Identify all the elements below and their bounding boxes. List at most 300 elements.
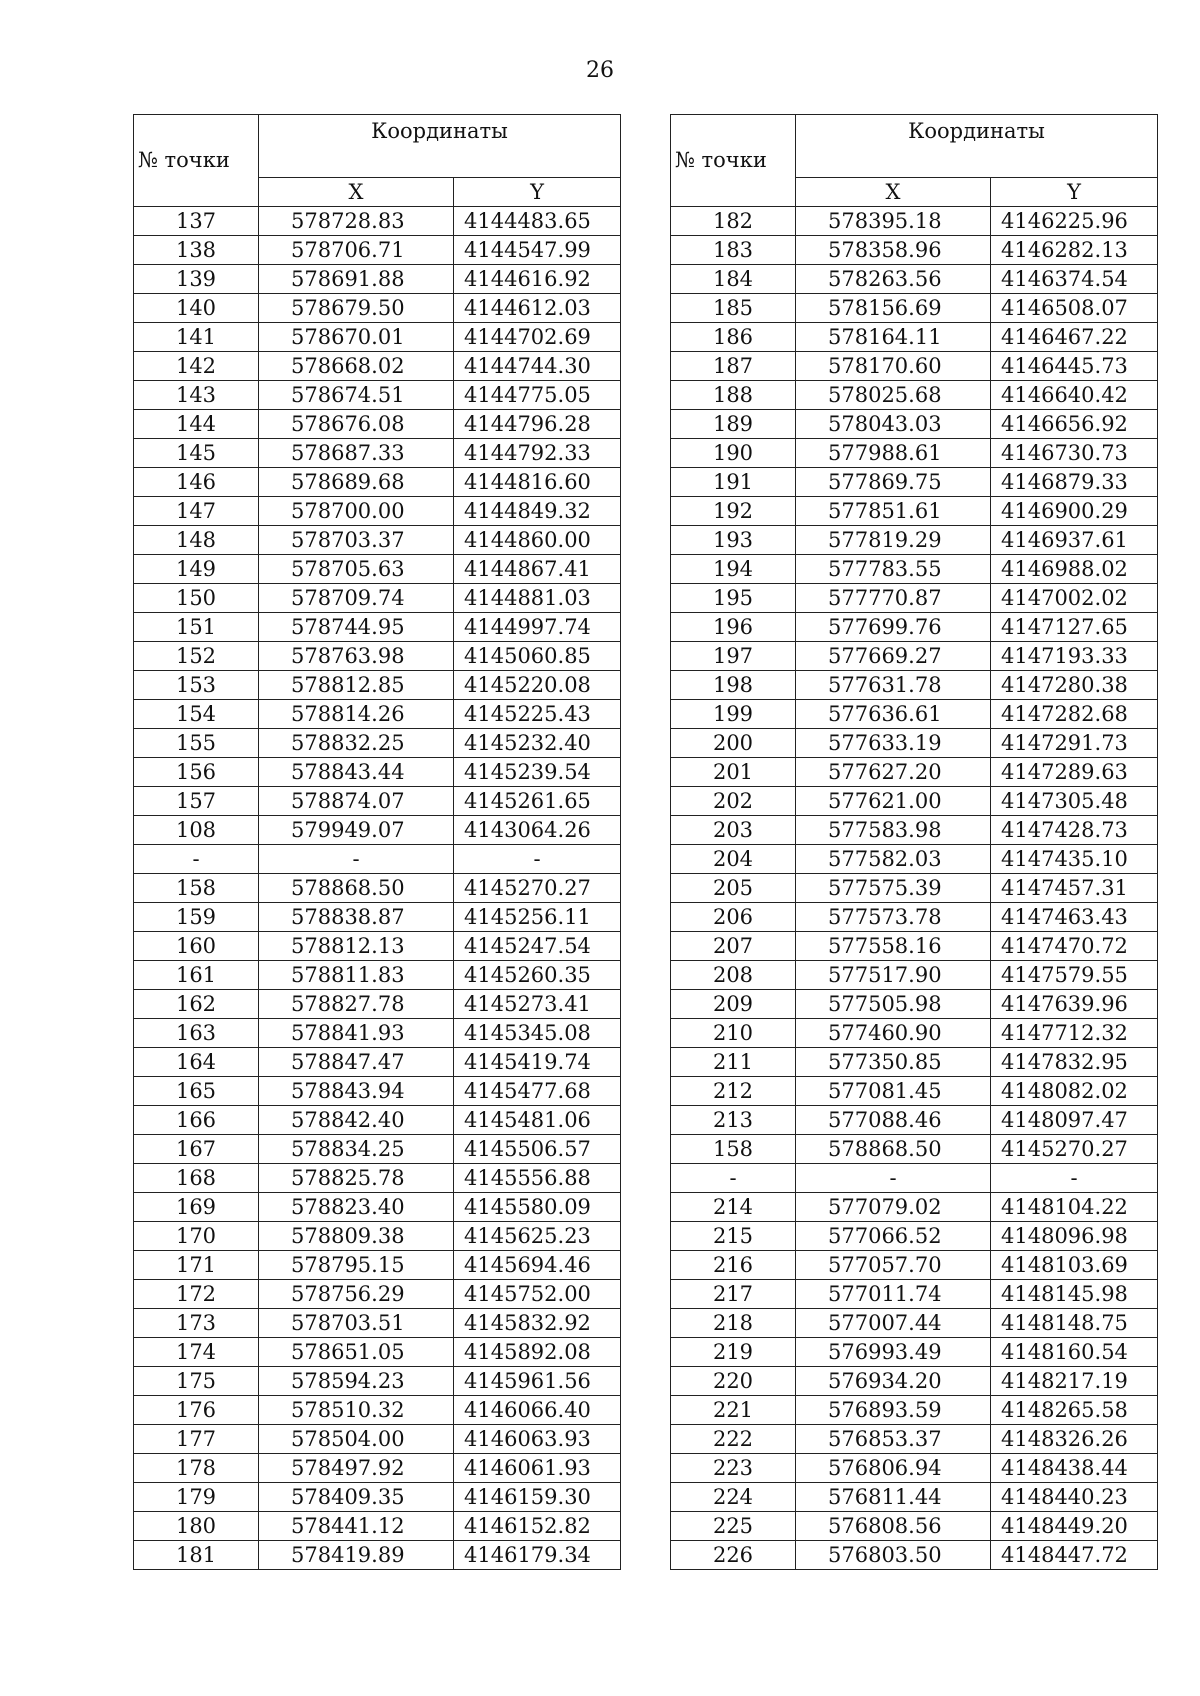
x-coordinate-cell: 578812.13 — [259, 932, 454, 961]
table-row — [134, 1367, 621, 1396]
table-row — [134, 1512, 621, 1541]
point-number-cell: 146 — [134, 468, 259, 497]
point-number-cell: 171 — [134, 1251, 259, 1280]
table-row — [671, 1222, 1158, 1251]
y-coordinate-cell: 4146066.40 — [454, 1396, 621, 1425]
table-row — [671, 584, 1158, 613]
point-number-cell: 141 — [134, 323, 259, 352]
y-coordinate-cell: 4147639.96 — [991, 990, 1158, 1019]
table-row — [134, 265, 621, 294]
y-coordinate-cell: 4146061.93 — [454, 1454, 621, 1483]
point-number-cell: 212 — [671, 1077, 796, 1106]
y-coordinate-cell: 4147305.48 — [991, 787, 1158, 816]
table-row — [134, 555, 621, 584]
x-coordinate-cell: 576811.44 — [796, 1483, 991, 1512]
table-row — [134, 874, 621, 903]
table-row — [671, 1454, 1158, 1483]
table-row — [134, 1193, 621, 1222]
x-coordinate-cell: - — [796, 1164, 991, 1193]
x-coordinate-cell: 577460.90 — [796, 1019, 991, 1048]
table-row — [134, 1541, 621, 1570]
table-row — [671, 1135, 1158, 1164]
point-number-cell: 216 — [671, 1251, 796, 1280]
x-coordinate-cell: 578814.26 — [259, 700, 454, 729]
x-coordinate-cell: 577066.52 — [796, 1222, 991, 1251]
y-coordinate-cell: 4144867.41 — [454, 555, 621, 584]
point-number-cell: 148 — [134, 526, 259, 555]
y-coordinate-cell: 4148160.54 — [991, 1338, 1158, 1367]
y-coordinate-cell: 4144881.03 — [454, 584, 621, 613]
point-number-cell: 154 — [134, 700, 259, 729]
x-coordinate-cell: 578679.50 — [259, 294, 454, 323]
x-coordinate-cell: 578670.01 — [259, 323, 454, 352]
x-coordinate-cell: 577988.61 — [796, 439, 991, 468]
x-coordinate-cell: 578691.88 — [259, 265, 454, 294]
table-row — [671, 381, 1158, 410]
x-coordinate-cell: 578756.29 — [259, 1280, 454, 1309]
y-coordinate-cell: 4145481.06 — [454, 1106, 621, 1135]
table-row — [134, 1309, 621, 1338]
table-row — [134, 642, 621, 671]
table-row — [671, 1164, 1158, 1193]
table-row — [671, 1077, 1158, 1106]
table-row — [134, 497, 621, 526]
y-coordinate-cell: 4145225.43 — [454, 700, 621, 729]
x-coordinate-cell: 578263.56 — [796, 265, 991, 294]
point-number-cell: 201 — [671, 758, 796, 787]
y-coordinate-cell: 4148217.19 — [991, 1367, 1158, 1396]
x-coordinate-cell: 577079.02 — [796, 1193, 991, 1222]
table-row — [134, 294, 621, 323]
point-number-cell: 200 — [671, 729, 796, 758]
point-number-cell: 160 — [134, 932, 259, 961]
point-number-cell: 195 — [671, 584, 796, 613]
y-coordinate-cell: 4148104.22 — [991, 1193, 1158, 1222]
y-coordinate-cell: 4147428.73 — [991, 816, 1158, 845]
point-number-cell: 188 — [671, 381, 796, 410]
x-coordinate-cell: 577350.85 — [796, 1048, 991, 1077]
point-number-cell: 168 — [134, 1164, 259, 1193]
point-number-cell: 208 — [671, 961, 796, 990]
x-coordinate-cell: 577582.03 — [796, 845, 991, 874]
table-row — [134, 410, 621, 439]
y-coordinate-cell: 4147470.72 — [991, 932, 1158, 961]
x-coordinate-cell: 578703.51 — [259, 1309, 454, 1338]
y-coordinate-cell: 4146640.42 — [991, 381, 1158, 410]
table-row — [671, 1396, 1158, 1425]
table-row — [671, 410, 1158, 439]
y-coordinate-cell: 4147282.68 — [991, 700, 1158, 729]
y-coordinate-cell: 4145752.00 — [454, 1280, 621, 1309]
table-row — [671, 845, 1158, 874]
x-coordinate-cell: 577517.90 — [796, 961, 991, 990]
x-coordinate-cell: 578441.12 — [259, 1512, 454, 1541]
point-number-cell: 186 — [671, 323, 796, 352]
y-coordinate-cell: 4146467.22 — [991, 323, 1158, 352]
point-number-cell: 174 — [134, 1338, 259, 1367]
point-number-cell: 222 — [671, 1425, 796, 1454]
x-coordinate-cell: 577583.98 — [796, 816, 991, 845]
y-coordinate-cell: 4144547.99 — [454, 236, 621, 265]
x-coordinate-cell: 578395.18 — [796, 207, 991, 236]
x-coordinate-cell: - — [259, 845, 454, 874]
table-row — [134, 700, 621, 729]
point-number-cell: 163 — [134, 1019, 259, 1048]
table-row — [671, 1251, 1158, 1280]
y-coordinate-cell: 4144860.00 — [454, 526, 621, 555]
y-coordinate-cell: 4148440.23 — [991, 1483, 1158, 1512]
y-coordinate-cell: 4148145.98 — [991, 1280, 1158, 1309]
y-coordinate-cell: 4146152.82 — [454, 1512, 621, 1541]
x-coordinate-cell: 578827.78 — [259, 990, 454, 1019]
x-coordinate-cell: 578164.11 — [796, 323, 991, 352]
point-number-header: № точки — [671, 115, 796, 207]
table-row — [134, 1454, 621, 1483]
coordinates-table-left — [133, 114, 621, 1570]
y-coordinate-cell: 4145260.35 — [454, 961, 621, 990]
point-number-cell: 204 — [671, 845, 796, 874]
y-coordinate-cell: 4144849.32 — [454, 497, 621, 526]
table-row — [134, 845, 621, 874]
y-coordinate-cell: 4144816.60 — [454, 468, 621, 497]
point-number-cell: 187 — [671, 352, 796, 381]
point-number-cell: - — [671, 1164, 796, 1193]
y-coordinate-cell: 4144612.03 — [454, 294, 621, 323]
point-number-cell: 169 — [134, 1193, 259, 1222]
x-coordinate-cell: 578510.32 — [259, 1396, 454, 1425]
x-coordinate-cell: 579949.07 — [259, 816, 454, 845]
point-number-cell: 138 — [134, 236, 259, 265]
y-coordinate-cell: 4146159.30 — [454, 1483, 621, 1512]
x-coordinate-cell: 578594.23 — [259, 1367, 454, 1396]
point-number-cell: 177 — [134, 1425, 259, 1454]
point-number-cell: 158 — [134, 874, 259, 903]
x-coordinate-cell: 578843.44 — [259, 758, 454, 787]
y-coordinate-cell: 4144702.69 — [454, 323, 621, 352]
table-row — [671, 816, 1158, 845]
point-number-cell: 151 — [134, 613, 259, 642]
table-row — [134, 787, 621, 816]
table-row — [134, 1135, 621, 1164]
y-coordinate-cell: 4147291.73 — [991, 729, 1158, 758]
table-row — [671, 1193, 1158, 1222]
x-coordinate-cell: 578812.85 — [259, 671, 454, 700]
table-row — [671, 207, 1158, 236]
page-number: 26 — [586, 58, 614, 83]
x-coordinate-cell: 578825.78 — [259, 1164, 454, 1193]
y-column-header: Y — [454, 178, 621, 207]
point-number-cell: 189 — [671, 410, 796, 439]
table-row — [671, 729, 1158, 758]
point-number-cell: 145 — [134, 439, 259, 468]
point-number-cell: 215 — [671, 1222, 796, 1251]
x-coordinate-cell: 578668.02 — [259, 352, 454, 381]
point-number-cell: 183 — [671, 236, 796, 265]
y-coordinate-cell: 4147127.65 — [991, 613, 1158, 642]
point-number-cell: 184 — [671, 265, 796, 294]
y-coordinate-cell: 4145556.88 — [454, 1164, 621, 1193]
y-coordinate-cell: 4147002.02 — [991, 584, 1158, 613]
y-coordinate-cell: 4148103.69 — [991, 1251, 1158, 1280]
point-number-cell: 180 — [134, 1512, 259, 1541]
y-coordinate-cell: 4148449.20 — [991, 1512, 1158, 1541]
point-number-cell: 226 — [671, 1541, 796, 1570]
point-number-cell: 194 — [671, 555, 796, 584]
table-row — [671, 874, 1158, 903]
point-number-cell: 139 — [134, 265, 259, 294]
point-number-cell: 176 — [134, 1396, 259, 1425]
y-coordinate-cell: 4145961.56 — [454, 1367, 621, 1396]
x-coordinate-cell: 578706.71 — [259, 236, 454, 265]
point-number-cell: 199 — [671, 700, 796, 729]
y-coordinate-cell: 4145060.85 — [454, 642, 621, 671]
point-number-cell: 223 — [671, 1454, 796, 1483]
coordinates-table-right — [670, 114, 1158, 1570]
point-number-cell: 190 — [671, 439, 796, 468]
table-row — [134, 729, 621, 758]
y-coordinate-cell: 4146508.07 — [991, 294, 1158, 323]
x-coordinate-cell: 577558.16 — [796, 932, 991, 961]
y-coordinate-cell: 4145261.65 — [454, 787, 621, 816]
point-number-cell: 162 — [134, 990, 259, 1019]
table-row — [671, 1048, 1158, 1077]
table-row — [671, 526, 1158, 555]
table-row — [134, 207, 621, 236]
y-coordinate-cell: 4145345.08 — [454, 1019, 621, 1048]
y-coordinate-cell: 4145892.08 — [454, 1338, 621, 1367]
y-coordinate-cell: 4144616.92 — [454, 265, 621, 294]
table-row — [671, 265, 1158, 294]
table-row — [134, 526, 621, 555]
x-coordinate-cell: 576993.49 — [796, 1338, 991, 1367]
table-row — [134, 1019, 621, 1048]
point-number-cell: 206 — [671, 903, 796, 932]
x-coordinate-cell: 576853.37 — [796, 1425, 991, 1454]
y-coordinate-cell: 4147463.43 — [991, 903, 1158, 932]
x-coordinate-cell: 578687.33 — [259, 439, 454, 468]
point-number-cell: 182 — [671, 207, 796, 236]
x-coordinate-cell: 576806.94 — [796, 1454, 991, 1483]
point-number-cell: 217 — [671, 1280, 796, 1309]
y-coordinate-cell: 4145419.74 — [454, 1048, 621, 1077]
x-coordinate-cell: 577088.46 — [796, 1106, 991, 1135]
x-coordinate-cell: 578043.03 — [796, 410, 991, 439]
x-coordinate-cell: 576803.50 — [796, 1541, 991, 1570]
x-coordinate-cell: 578703.37 — [259, 526, 454, 555]
table-row — [671, 439, 1158, 468]
x-coordinate-cell: 578170.60 — [796, 352, 991, 381]
y-coordinate-cell: 4144744.30 — [454, 352, 621, 381]
point-number-cell: 198 — [671, 671, 796, 700]
x-coordinate-cell: 578823.40 — [259, 1193, 454, 1222]
point-number-cell: 108 — [134, 816, 259, 845]
x-coordinate-cell: 578874.07 — [259, 787, 454, 816]
y-coordinate-cell: 4145270.27 — [454, 874, 621, 903]
table-row — [134, 932, 621, 961]
table-row — [134, 1425, 621, 1454]
x-coordinate-cell: 578841.93 — [259, 1019, 454, 1048]
point-number-cell: 142 — [134, 352, 259, 381]
x-coordinate-cell: 578868.50 — [796, 1135, 991, 1164]
point-number-cell: 156 — [134, 758, 259, 787]
table-row — [134, 1048, 621, 1077]
table-row — [671, 1541, 1158, 1570]
point-number-cell: 143 — [134, 381, 259, 410]
x-coordinate-cell: 578358.96 — [796, 236, 991, 265]
table-row — [671, 1425, 1158, 1454]
point-number-cell: 224 — [671, 1483, 796, 1512]
point-number-cell: 203 — [671, 816, 796, 845]
y-coordinate-cell: 4146374.54 — [991, 265, 1158, 294]
x-coordinate-cell: 576934.20 — [796, 1367, 991, 1396]
table-row — [134, 1396, 621, 1425]
table-row — [134, 1483, 621, 1512]
x-coordinate-cell: 578838.87 — [259, 903, 454, 932]
x-coordinate-cell: 578811.83 — [259, 961, 454, 990]
y-coordinate-cell: 4147712.32 — [991, 1019, 1158, 1048]
y-coordinate-cell: 4144796.28 — [454, 410, 621, 439]
table-row — [134, 1106, 621, 1135]
y-coordinate-cell: 4146730.73 — [991, 439, 1158, 468]
x-coordinate-cell: 576808.56 — [796, 1512, 991, 1541]
y-coordinate-cell: 4145270.27 — [991, 1135, 1158, 1164]
y-coordinate-cell: 4148438.44 — [991, 1454, 1158, 1483]
table-row — [671, 758, 1158, 787]
point-number-cell: 193 — [671, 526, 796, 555]
table-row — [134, 584, 621, 613]
table-row — [134, 468, 621, 497]
y-coordinate-cell: 4146225.96 — [991, 207, 1158, 236]
table-row — [671, 642, 1158, 671]
x-coordinate-cell: 576893.59 — [796, 1396, 991, 1425]
y-coordinate-cell: 4146879.33 — [991, 468, 1158, 497]
coordinates-header: Координаты — [259, 115, 621, 178]
point-number-cell: 181 — [134, 1541, 259, 1570]
y-coordinate-cell: 4145832.92 — [454, 1309, 621, 1338]
table-row — [671, 1512, 1158, 1541]
y-coordinate-cell: 4147832.95 — [991, 1048, 1158, 1077]
y-coordinate-cell: 4144483.65 — [454, 207, 621, 236]
point-number-cell: 179 — [134, 1483, 259, 1512]
table-row — [134, 903, 621, 932]
point-number-cell: 209 — [671, 990, 796, 1019]
x-coordinate-cell: 578700.00 — [259, 497, 454, 526]
point-number-cell: 211 — [671, 1048, 796, 1077]
point-number-cell: 172 — [134, 1280, 259, 1309]
table-row — [671, 352, 1158, 381]
y-coordinate-cell: 4145247.54 — [454, 932, 621, 961]
point-number-cell: 219 — [671, 1338, 796, 1367]
y-coordinate-cell: 4147457.31 — [991, 874, 1158, 903]
y-coordinate-cell: 4146445.73 — [991, 352, 1158, 381]
table-row — [134, 236, 621, 265]
x-coordinate-cell: 577627.20 — [796, 758, 991, 787]
y-coordinate-cell: 4146900.29 — [991, 497, 1158, 526]
point-number-cell: 191 — [671, 468, 796, 497]
x-coordinate-cell: 578705.63 — [259, 555, 454, 584]
table-row — [671, 236, 1158, 265]
point-number-cell: 161 — [134, 961, 259, 990]
x-coordinate-cell: 578843.94 — [259, 1077, 454, 1106]
y-coordinate-cell: 4145273.41 — [454, 990, 621, 1019]
table-row — [134, 439, 621, 468]
point-number-cell: 185 — [671, 294, 796, 323]
point-number-cell: 210 — [671, 1019, 796, 1048]
table-row — [671, 1280, 1158, 1309]
point-number-cell: 140 — [134, 294, 259, 323]
table-row — [134, 1251, 621, 1280]
x-column-header: X — [796, 178, 991, 207]
table-row — [134, 1280, 621, 1309]
x-coordinate-cell: 578744.95 — [259, 613, 454, 642]
table-row — [671, 1309, 1158, 1338]
y-coordinate-cell: 4148265.58 — [991, 1396, 1158, 1425]
y-coordinate-cell: 4147579.55 — [991, 961, 1158, 990]
table-row — [671, 555, 1158, 584]
y-coordinate-cell: 4145506.57 — [454, 1135, 621, 1164]
table-row — [671, 990, 1158, 1019]
y-coordinate-cell: 4148447.72 — [991, 1541, 1158, 1570]
y-coordinate-cell: 4144775.05 — [454, 381, 621, 410]
x-coordinate-cell: 578674.51 — [259, 381, 454, 410]
y-coordinate-cell: 4144997.74 — [454, 613, 621, 642]
point-number-cell: 170 — [134, 1222, 259, 1251]
y-coordinate-cell: 4147280.38 — [991, 671, 1158, 700]
y-column-header: Y — [991, 178, 1158, 207]
y-coordinate-cell: - — [454, 845, 621, 874]
x-coordinate-cell: 578419.89 — [259, 1541, 454, 1570]
table-row — [134, 990, 621, 1019]
table-row — [671, 1106, 1158, 1135]
point-number-cell: 173 — [134, 1309, 259, 1338]
point-number-cell: 220 — [671, 1367, 796, 1396]
y-coordinate-cell: 4146656.92 — [991, 410, 1158, 439]
table-row — [134, 1077, 621, 1106]
x-coordinate-cell: 578156.69 — [796, 294, 991, 323]
x-coordinate-cell: 577011.74 — [796, 1280, 991, 1309]
table-row — [134, 1222, 621, 1251]
x-coordinate-cell: 577783.55 — [796, 555, 991, 584]
point-number-cell: 147 — [134, 497, 259, 526]
point-number-cell: 175 — [134, 1367, 259, 1396]
point-number-cell: 192 — [671, 497, 796, 526]
table-row — [671, 1019, 1158, 1048]
y-coordinate-cell: 4148097.47 — [991, 1106, 1158, 1135]
point-number-cell: 157 — [134, 787, 259, 816]
y-coordinate-cell: 4145694.46 — [454, 1251, 621, 1280]
point-number-cell: 207 — [671, 932, 796, 961]
x-coordinate-cell: 578763.98 — [259, 642, 454, 671]
x-coordinate-cell: 578795.15 — [259, 1251, 454, 1280]
table-row — [671, 468, 1158, 497]
point-number-cell: 205 — [671, 874, 796, 903]
table-row — [671, 613, 1158, 642]
x-coordinate-cell: 577007.44 — [796, 1309, 991, 1338]
y-coordinate-cell: 4147435.10 — [991, 845, 1158, 874]
x-coordinate-cell: 578834.25 — [259, 1135, 454, 1164]
y-coordinate-cell: 4145239.54 — [454, 758, 621, 787]
point-number-cell: 213 — [671, 1106, 796, 1135]
table-row — [134, 1338, 621, 1367]
y-coordinate-cell: 4148082.02 — [991, 1077, 1158, 1106]
y-coordinate-cell: 4148326.26 — [991, 1425, 1158, 1454]
point-number-cell: 137 — [134, 207, 259, 236]
table-row — [671, 903, 1158, 932]
table-row — [671, 700, 1158, 729]
point-number-header: № точки — [134, 115, 259, 207]
y-coordinate-cell: 4146063.93 — [454, 1425, 621, 1454]
x-coordinate-cell: 578497.92 — [259, 1454, 454, 1483]
